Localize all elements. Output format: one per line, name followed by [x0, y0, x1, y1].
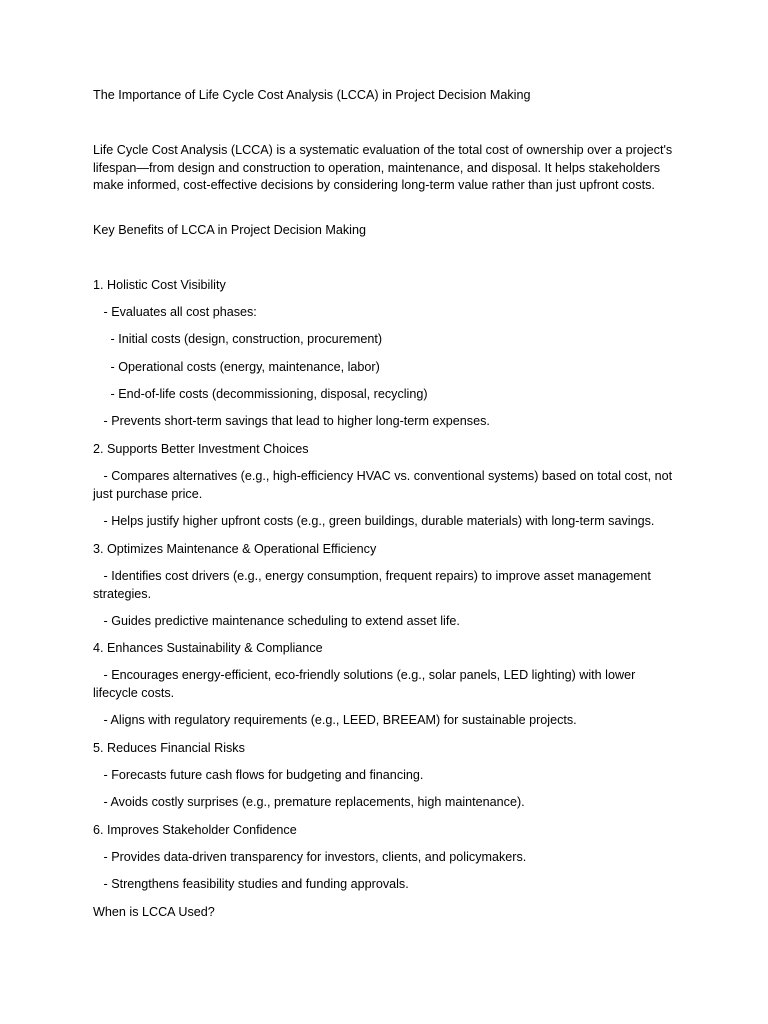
list-item: - Helps justify higher upfront costs (e.g., green buildings, durable materials) with long-term savings.	[93, 514, 655, 528]
list-item: - Avoids costly surprises (e.g., premature replacements, high maintenance).	[93, 795, 525, 809]
list-item: - Encourages energy-efficient, eco-friendly solutions (e.g., solar panels, LED lighting) with lower lifecycle costs.	[93, 668, 639, 700]
document-title: The Importance of Life Cycle Cost Analysis (LCCA) in Project Decision Making	[93, 88, 531, 102]
list-item: - Guides predictive maintenance scheduling to extend asset life.	[93, 614, 460, 628]
section-heading: 5. Reduces Financial Risks	[93, 741, 245, 755]
list-item: - Aligns with regulatory requirements (e.g., LEED, BREEAM) for sustainable projects.	[93, 713, 577, 727]
section-heading: 4. Enhances Sustainability & Compliance	[93, 641, 323, 655]
section-heading: 2. Supports Better Investment Choices	[93, 442, 309, 456]
section-heading: 6. Improves Stakeholder Confidence	[93, 823, 297, 837]
list-item: - Forecasts future cash flows for budgeting and financing.	[93, 768, 424, 782]
list-item: - End-of-life costs (decommissioning, disposal, recycling)	[93, 387, 428, 401]
section-heading: 1. Holistic Cost Visibility	[93, 278, 226, 292]
section-heading: 3. Optimizes Maintenance & Operational Efficiency	[93, 542, 377, 556]
list-item: - Initial costs (design, construction, procurement)	[93, 332, 383, 346]
list-item: - Strengthens feasibility studies and funding approvals.	[93, 877, 409, 891]
list-item: - Identifies cost drivers (e.g., energy consumption, frequent repairs) to improve asset management strategies.	[93, 569, 655, 601]
closing-heading: When is LCCA Used?	[93, 905, 215, 919]
list-item: - Operational costs (energy, maintenance, labor)	[93, 360, 380, 374]
benefits-heading: Key Benefits of LCCA in Project Decision Making	[93, 223, 366, 237]
list-item: - Evaluates all cost phases:	[93, 305, 257, 319]
list-item: - Prevents short-term savings that lead to higher long-term expenses.	[93, 414, 490, 428]
list-item: - Provides data-driven transparency for investors, clients, and policymakers.	[93, 850, 527, 864]
intro-paragraph: Life Cycle Cost Analysis (LCCA) is a systematic evaluation of the total cost of ownership over a project's lifespan—from design and construction to operation, maintenance, and disposal. It helps stakeholders make informed, cost-effective decisions by considering long-term value rather than just upfront costs.	[93, 143, 676, 192]
list-item: - Compares alternatives (e.g., high-efficiency HVAC vs. conventional systems) based on total cost, not just purchase price.	[93, 469, 676, 501]
